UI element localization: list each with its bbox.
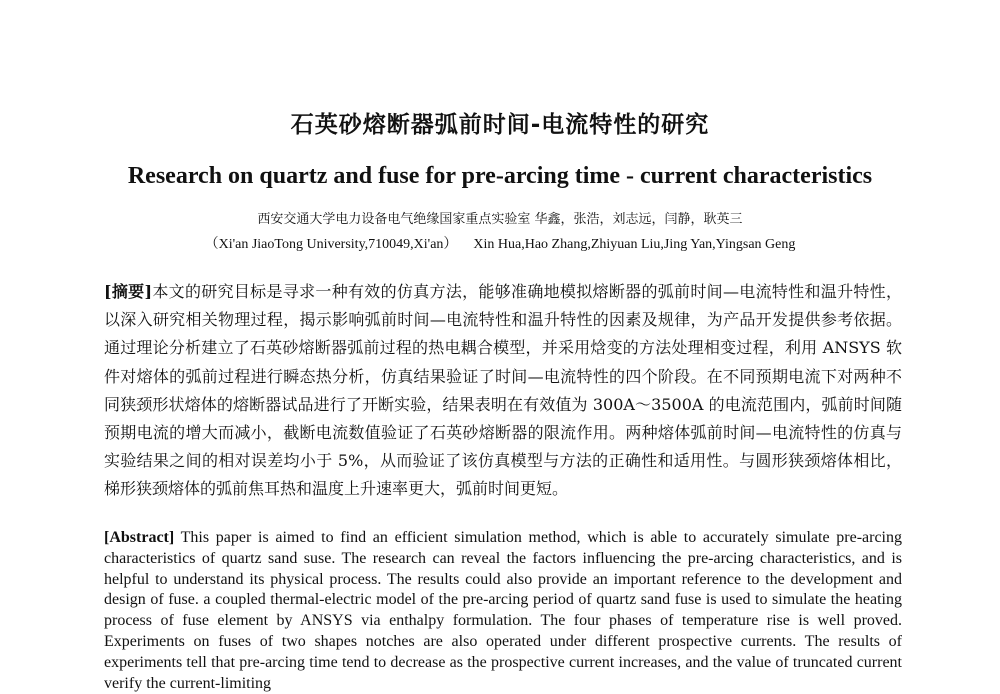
authors-english: Xin Hua,Hao Zhang,Zhiyuan Liu,Jing Yan,Yingsan Geng (473, 237, 796, 252)
abstract-english (104, 528, 902, 694)
title-english: Research on quartz and fuse for pre-arcing time - current characteristics (127, 163, 873, 189)
affiliation-english: （Xi'an JiaoTong University,710049,Xi'an） (204, 237, 458, 252)
abstract-english-label: [Abstract] (104, 529, 175, 546)
affiliation-chinese: 西安交通大学电力设备电气绝缘国家重点实验室 华鑫，张浩，刘志远，闫静，耿英三 (257, 212, 743, 227)
title-chinese: 石英砂熔断器弧前时间-电流特性的研究 (290, 112, 710, 138)
affiliation-english-line (0, 233, 1000, 253)
abstract-chinese-text: 本文的研究目标是寻求一种有效的仿真方法，能够准确地模拟熔断器的弧前时间—电流特性和温升特性，以深入研究相关物理过程，揭示影响弧前时间—电流特性和温升特性的因素及规律，为产品开发提供参考依据。通过理论分析建立了石英砂熔断器弧前过程的热电耦合模型，并采用焓变的方法处理相变过程，利用 ANSYS 软件对熔体的弧前过程进行瞬态热分析，仿真结果验证了时间—电流特性的四个阶段。在不同预期电流下对两种不同狭颈形状熔体的熔断器试品进行了开断实验，结果表明在有效值为 300A～3500A 的电流范围内，弧前时间随预期电流的增大而减小，截断电流数值验证了石英砂熔断器的限流作用。两种熔体弧前时间—电流特性的仿真与实验结果之间的相对误差均小于 5%，从而验证了该仿真模型与方法的正确性和适用性。与圆形狭颈熔体相比，梯形狭颈熔体的弧前焦耳热和温度上升速率更大，弧前时间更短。 (104, 282, 902, 499)
abstract-chinese-label: [摘要] (104, 282, 153, 301)
abstract-chinese (104, 278, 902, 504)
abstract-english-text: This paper is aimed to find an efficient simulation method, which is able to accurately simulate pre-arcing characteristics of quartz sand suse. The research can reveal the factors influencing the pre-arcing characteristics, and is helpful to understand its physical process. The results could also provide an important reference to the development and design of fuse. a coupled thermal-electric model of the pre-arcing period of quartz sand fuse is used to simulate the heating process of fuse element by ANSYS via enthalpy formulation. The four phases of temperature rise is well proved. Experiments on fuses of two shapes notches are also operated under different prospective currents. The results of experiments tell that pre-arcing time tend to decrease as the prospective current increases, and the value of truncated current verify the current-limiting (104, 529, 902, 692)
